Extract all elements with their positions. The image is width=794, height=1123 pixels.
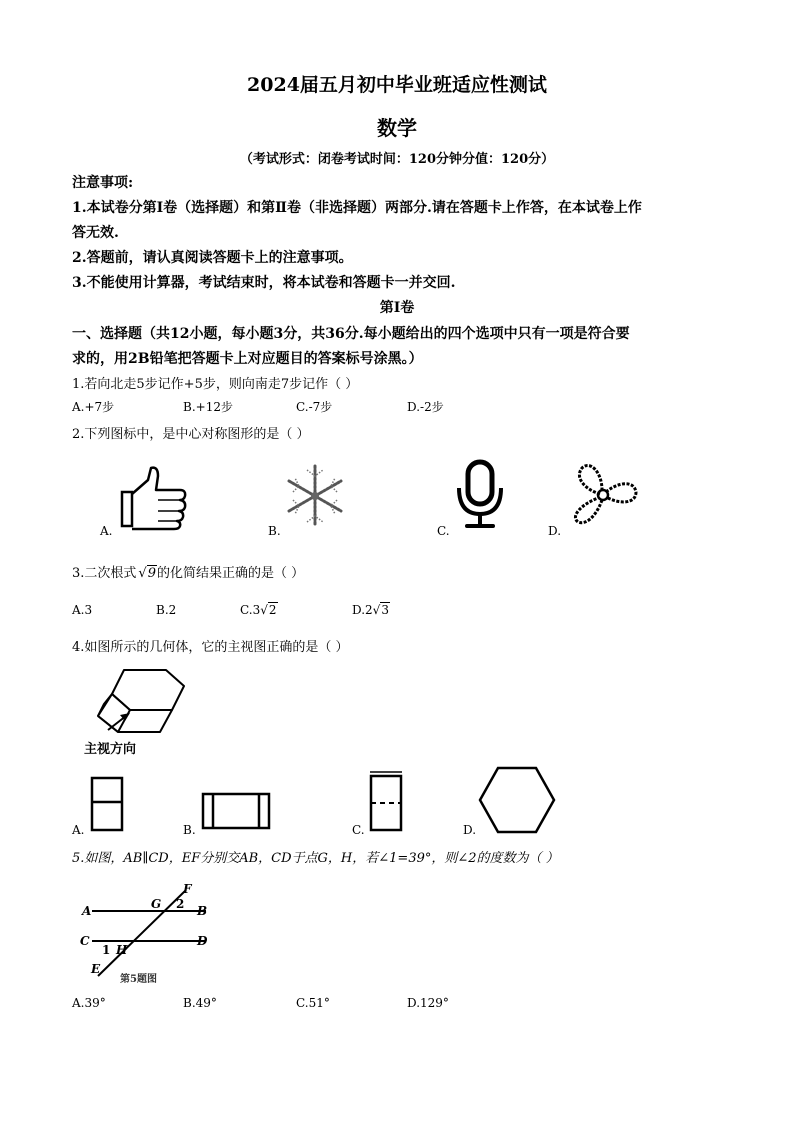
snowflake-icon	[285, 462, 345, 530]
section-instructions-cont: 求的，用2B铅笔把答题卡上对应题目的答案标号涂黑。）	[72, 351, 423, 367]
q3-stem-post: 的化简结果正确的是（ ）	[156, 566, 305, 581]
q3-option-d: D.2√3	[352, 603, 389, 617]
q5-stem: 5.如图，AB∥CD，EF分别交AB，CD于点G，H，若∠1=39°，则∠2的度数为（ ）	[72, 851, 559, 866]
point-f-label: F	[183, 882, 192, 896]
q2-option-d: D.	[548, 524, 562, 538]
q4-option-b: B.	[183, 823, 196, 837]
q2-option-b: B.	[268, 524, 281, 538]
figure-caption: 第5题图	[120, 974, 157, 985]
q5-option-b: B.49°	[183, 996, 217, 1010]
section-instructions: 一、选择题（共12小题，每小题3分，共36分.每小题给出的四个选项中只有一项是符合要	[72, 326, 630, 342]
q3-option-d-pre: D.2	[352, 603, 373, 617]
notes-heading: 注意事项:	[72, 175, 134, 191]
option-d-view-figure	[478, 766, 556, 834]
point-c-label: C	[80, 934, 90, 948]
angle-2-label: 2	[176, 897, 185, 911]
q4-option-c: C.	[352, 823, 365, 837]
q3-radical: √9	[138, 566, 156, 581]
option-b-view-figure	[201, 792, 271, 830]
q3-option-a: A.3	[72, 603, 93, 617]
q3-option-b: B.2	[156, 603, 177, 617]
q1-option-b: B.+12步	[183, 400, 233, 414]
q3-stem-pre: 3.二次根式	[72, 566, 137, 581]
q3-option-d-radicand: 3	[381, 603, 389, 617]
q2-stem: 2.下列图标中，是中心对称图形的是（ ）	[72, 427, 310, 442]
microphone-icon	[455, 460, 505, 530]
q1-stem: 1.若向北走5步记作+5步，则向南走7步记作（ ）	[72, 377, 359, 392]
point-e-label: E	[91, 962, 101, 976]
option-c-view-figure	[368, 770, 404, 832]
point-h-label: H	[116, 943, 128, 957]
exam-info: （考试形式：闭卷考试时间：120分钟分值：120分）	[239, 152, 555, 167]
point-d-label: D	[197, 934, 208, 948]
thumbs-up-icon	[118, 466, 190, 532]
q4-option-d: D.	[463, 823, 477, 837]
q4-option-a: A.	[72, 823, 85, 837]
q4-stem: 4.如图所示的几何体，它的主视图正确的是（ ）	[72, 640, 349, 655]
point-b-label: B	[197, 904, 208, 918]
subject-title: 数学	[377, 116, 417, 140]
q3-option-c: C.3√2	[240, 603, 277, 617]
q5-option-a: A.39°	[72, 996, 106, 1010]
fan-icon	[568, 460, 640, 532]
option-a-view-figure	[90, 776, 124, 832]
q2-option-c: C.	[437, 524, 450, 538]
q3-radicand: 9	[147, 566, 156, 581]
exam-title: 2024届五月初中毕业班适应性测试	[247, 74, 547, 96]
q2-option-a: A.	[100, 524, 113, 538]
q3-option-c-radicand: 2	[268, 603, 277, 617]
note-item-1-cont: 答无效.	[72, 225, 119, 241]
q1-option-d: D.-2步	[407, 400, 444, 414]
note-item-2: 2.答题前，请认真阅读答题卡上的注意事项。	[72, 250, 353, 266]
angle-1-label: 1	[102, 943, 111, 957]
note-item-1: 1.本试卷分第Ⅰ卷（选择题）和第Ⅱ卷（非选择题）两部分.请在答题卡上作答，在本试卷上作	[72, 200, 642, 216]
q1-option-a: A.+7步	[72, 400, 115, 414]
point-g-label: G	[151, 897, 162, 911]
q5-option-c: C.51°	[296, 996, 330, 1010]
note-item-3: 3.不能使用计算器，考试结束时，将本试卷和答题卡一并交回.	[72, 275, 456, 291]
hexagonal-prism-figure	[92, 668, 192, 740]
volume-label: 第Ⅰ卷	[379, 300, 415, 316]
q3-option-c-pre: C.3	[240, 603, 261, 617]
point-a-label: A	[82, 904, 92, 918]
q1-option-c: C.-7步	[296, 400, 333, 414]
view-direction-label: 主视方向	[84, 742, 137, 757]
q5-option-d: D.129°	[407, 996, 449, 1010]
q3-stem	[72, 562, 304, 581]
